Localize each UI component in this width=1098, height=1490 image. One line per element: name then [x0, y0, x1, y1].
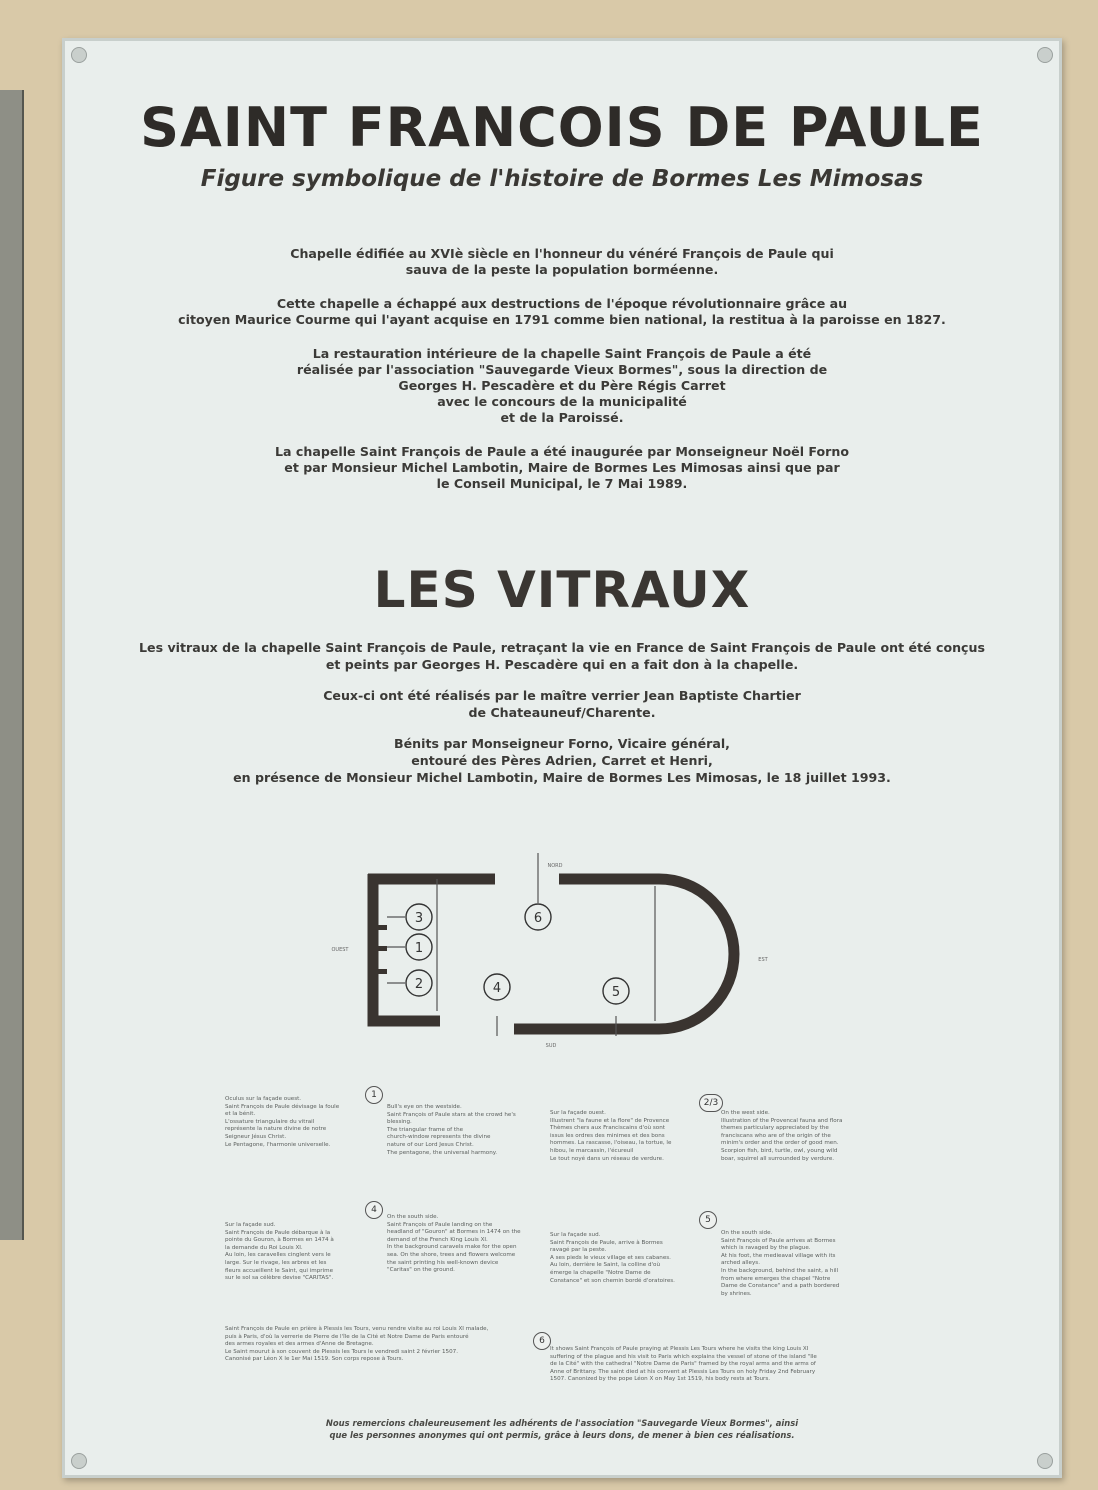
- plan-step: [373, 946, 387, 951]
- window-notes: [225, 1090, 905, 1396]
- information-panel: [62, 38, 1062, 1478]
- window-number: 6: [533, 911, 543, 926]
- note-six-fr: Saint François de Paule en prière à Plessis les Tours, venu rendre visite au roi Louis XI malade, puis à Paris, d'où la verrerie de Pierre de l'île de la Cité et Notre Dame de Paris entouré des armes royales et des armes d'Anne de Bretagne. Le Saint mourut à son couvent de Plessis les Tours le vendredi saint 2 février 1507. Canonisé par Léon X le 1er Mai 1519. Son corps repose à Tours.: [225, 1326, 489, 1363]
- window-number: 4: [492, 981, 502, 996]
- wall-left-edge: [0, 90, 24, 1240]
- window-number: 3: [414, 911, 424, 926]
- plan-label-south: SUD: [545, 1043, 557, 1049]
- corner-bolt: [1037, 1453, 1053, 1469]
- window-number: 2: [414, 977, 424, 992]
- acknowledgements: Nous remercions chaleureusement les adhérents de l'association "Sauvegarde Vieux Bormes", ainsi que les personnes anonymes qui ont permis, grâce à leurs dons, de mener à bien ces réalisations.: [325, 1418, 799, 1440]
- note-west-fr: Oculus sur la façade ouest. Saint François de Paule dévisage la foule et la bénit. L'ossature triangulaire du vitrail représente la nature divine de notre Seigneur Jésus Christ. Le Pentagone, l'harmonie universelle.: [225, 1096, 340, 1148]
- note-number-1: 1: [365, 1086, 383, 1104]
- window-number: 5: [611, 985, 621, 1000]
- vitraux-paragraph: Bénits par Monseigneur Forno, Vicaire général, entouré des Pères Adrien, Carret et Henri, en présence de Monsieur Michel Lambotin, Maire de Bormes Les Mimosas, le 18 juillet 1993.: [233, 736, 891, 785]
- intro-paragraph: La restauration intérieure de la chapelle Saint François de Paule a été réalisée par l'association "Sauvegarde Vieux Bormes", sous la direction de Georges H. Pescadère et du Père Régis Carret avec le concours de la municipalité et de la Paroissé.: [296, 346, 828, 425]
- page-title: SAINT FRANCOIS DE PAULE: [140, 96, 984, 159]
- note-south1-en: On the south side. Saint François of Paule landing on the headland of "Gouron" at Bormes in 1474 on the demand of the French King Louis XI. In the background caravels make for the open sea. On the shore, trees and flowers welcome the saint printing his well-known device "Caritas" on the ground.: [387, 1214, 521, 1274]
- note-south2-en: On the south side. Saint François of Paule arrives at Bormes which is ravaged by the plague. At his foot, the medieaval village with its arched alleys. In the background, behind the saint, a hill from where emerges the chapel "Notre Dame de Constance" and a path bordered by shrines.: [721, 1230, 840, 1297]
- note-south1-fr: Sur la façade sud. Saint François de Paule débarque à la pointe du Gouron, à Bormes en 1474 à la demande du Roi Louis XI. Au loin, les caravelles cinglent vers le large. Sur le rivage, les arbres et les fleurs accueillent le Saint, qui imprime sur le sol sa célèbre devise "CARITAS".: [225, 1222, 334, 1282]
- plan-step: [373, 925, 387, 930]
- vitraux-paragraph: Ceux-ci ont été réalisés par le maître verrier Jean Baptiste Chartier de Chateauneuf/Charente.: [323, 688, 801, 720]
- chapel-floor-plan: [65, 41, 1059, 1049]
- note-ouest-en: On the west side. Illustration of the Provencal fauna and flora themes particulary appreciated by the franciscans who are of the origin of the minim's order and the order of good men. Scorpion fish, bird, turtle, owl, young wild boar, squirrel all surrounded by verdure.: [721, 1110, 843, 1162]
- intro-paragraph: Cette chapelle a échappé aux destructions de l'époque révolutionnaire grâce au citoyen Maurice Courme qui l'ayant acquise en 1791 comme bien national, la restitua à la paroisse en 1827.: [178, 296, 946, 327]
- plan-label-west: OUEST: [331, 947, 349, 953]
- vitraux-paragraph: Les vitraux de la chapelle Saint François de Paule, retraçant la vie en France de Saint François de Paule ont été conçus et peints par Georges H. Pescadère qui en a fait don à la chapelle.: [139, 640, 985, 672]
- window-number: 1: [414, 941, 424, 956]
- note-west-en: Bull's eye on the westside. Saint François of Paule stars at the crowd he's blessing. The triangular frame of the church-window represents the divine nature of our Lord Jesus Christ. The pentagone, the universal harmony.: [387, 1104, 516, 1156]
- note-number-6: 6: [533, 1332, 551, 1350]
- plan-label-north: NORD: [547, 863, 563, 869]
- plan-apse: [659, 879, 734, 1029]
- note-number-4: 4: [365, 1201, 383, 1219]
- plan-label-east: EST: [758, 957, 768, 963]
- note-ouest-fr: Sur la façade ouest. Illustrent "la faune et la flore" de Provence Thèmes chers aux Franciscains d'où sont issus les ordres des minimes et des bons hommes. La rascasse, l'oiseau, la tortue, le hibou, le marcassin, l'écureuil Le tout noyé dans un réseau de verdure.: [550, 1110, 672, 1162]
- corner-bolt: [71, 1453, 87, 1469]
- page-subtitle: Figure symbolique de l'histoire de Bormes Les Mimosas: [200, 166, 924, 192]
- plan-step: [373, 969, 387, 974]
- note-six-en: It shows Saint François of Paule praying at Plessis Les Tours where he visits the king Louis XI suffering of the plague and his visit to Paris which explains the vessel of stone of the island "Ile de la Cité" with the cathedral "Notre Dame de Paris" framed by the royal arms and the arms of Anne of Brittany. The saint died at his convent at Plessis Les Tours on holy Friday 2nd February 1507. Canonized by the pope Léon X on May 1st 1519, his body rests at Tours.: [550, 1346, 817, 1383]
- intro-paragraph: Chapelle édifiée au XVIè siècle en l'honneur du vénéré François de Paule qui sauva de la peste la population borméenne.: [290, 246, 834, 277]
- note-number-2-3: 2/3: [699, 1094, 723, 1112]
- note-number-5: 5: [699, 1211, 717, 1229]
- vitraux-title: LES VITRAUX: [373, 561, 751, 619]
- note-south2-fr: Sur la façade sud. Saint François de Paule, arrive à Bormes ravagé par la peste. A ses pieds le vieux village et ses cabanes. Au loin, derrière le Saint, la colline d'où émerge la chapelle "Notre Dame de Constance" et son chemin bordé d'oratoires.: [550, 1232, 675, 1284]
- intro-paragraph: La chapelle Saint François de Paule a été inaugurée par Monseigneur Noël Forno et par Monsieur Michel Lambotin, Maire de Bormes Les Mimosas ainsi que par le Conseil Municipal, le 7 Mai 1989.: [274, 444, 849, 491]
